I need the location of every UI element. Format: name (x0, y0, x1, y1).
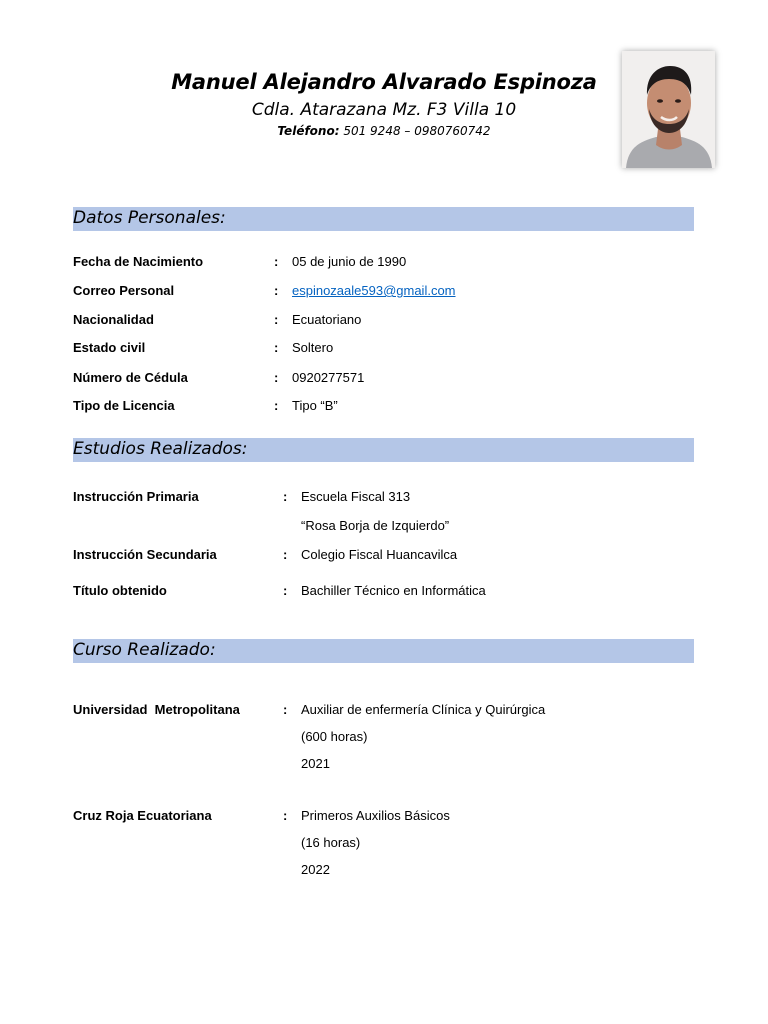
row-colon: : (283, 489, 288, 504)
row-value: Escuela Fiscal 313 (301, 489, 411, 504)
row-label: Tipo de Licencia (73, 398, 175, 413)
row-value: 05 de junio de 1990 (292, 254, 407, 269)
row-value: Colegio Fiscal Huancavilca (301, 547, 458, 562)
person-photo-image (622, 51, 715, 168)
course-hours: (600 horas) (301, 729, 368, 744)
row-colon: : (274, 312, 279, 327)
address: Cdla. Atarazana Mz. F3 Villa 10 (251, 100, 517, 120)
row-value: 0920277571 (292, 370, 365, 385)
row-colon: : (283, 808, 288, 823)
course-name: Auxiliar de enfermería Clínica y Quirúrgica (301, 702, 546, 717)
section-studies (73, 438, 694, 462)
course-hours: (16 horas) (301, 835, 361, 850)
course-institution: Universidad Metropolitana (73, 702, 240, 717)
row-colon: : (283, 583, 288, 598)
row-label: Título obtenido (73, 583, 167, 598)
course-institution: Cruz Roja Ecuatoriana (73, 808, 212, 823)
row-colon: : (274, 370, 279, 385)
row-colon: : (283, 547, 288, 562)
section-title-studies: Estudios Realizados: (73, 439, 248, 459)
row-colon: : (274, 340, 279, 355)
row-label: Fecha de Nacimiento (73, 254, 204, 269)
row-value: “Rosa Borja de Izquierdo” (301, 518, 450, 533)
course-name: Primeros Auxilios Básicos (301, 808, 450, 823)
course-year: 2021 (301, 756, 330, 771)
row-label: Instrucción Primaria (73, 489, 199, 504)
section-courses (73, 639, 694, 663)
full-name: Manuel Alejandro Alvarado Espinoza (171, 70, 597, 94)
email-link[interactable]: espinozaale593@gmail.com (292, 283, 456, 298)
section-title-personal: Datos Personales: (73, 208, 226, 228)
row-label: Número de Cédula (73, 370, 188, 385)
course-year: 2022 (301, 862, 330, 877)
row-value: Soltero (292, 340, 334, 355)
row-value: Bachiller Técnico en Informática (301, 583, 486, 598)
row-label: Correo Personal (73, 283, 175, 298)
row-colon: : (274, 398, 279, 413)
phone-label: Teléfono: (277, 124, 340, 138)
row-value: Tipo “B” (292, 398, 338, 413)
row-colon: : (274, 254, 279, 269)
row-colon: : (283, 702, 288, 717)
row-colon: : (274, 283, 279, 298)
section-title-courses: Curso Realizado: (73, 640, 216, 660)
phone-value: 501 9248 – 0980760742 (339, 124, 491, 138)
row-label: Nacionalidad (73, 312, 154, 327)
row-label: Estado civil (73, 340, 146, 355)
row-label: Instrucción Secundaria (73, 547, 217, 562)
section-personal (73, 207, 694, 231)
row-value: Ecuatoriano (292, 312, 362, 327)
profile-photo (622, 51, 715, 168)
